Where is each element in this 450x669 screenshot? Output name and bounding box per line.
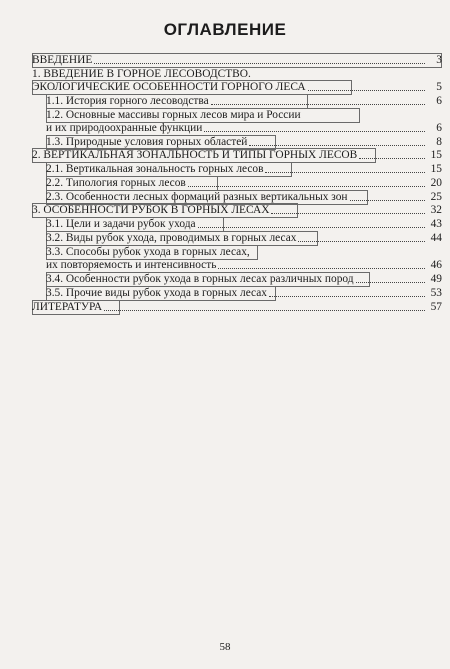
entry-title: 3.5. Прочие виды рубок ухода в горных лесах xyxy=(46,287,268,299)
entry-page: 44 xyxy=(430,232,442,244)
toc-entry[interactable] xyxy=(46,94,442,108)
entry-title: и их природоохранные функции xyxy=(46,122,203,134)
dot-leader xyxy=(188,186,425,187)
entry-title: 2.2. Типология горных лесов xyxy=(46,177,186,189)
dot-leader xyxy=(211,104,425,105)
dot-leader xyxy=(204,131,425,132)
dot-leader xyxy=(94,63,425,64)
toc-entry[interactable] xyxy=(46,245,442,259)
entry-page: 43 xyxy=(430,218,442,230)
entry-title: 3.2. Виды рубок ухода, проводимых в горных лесах xyxy=(46,232,297,244)
entry-title: 2.3. Особенности лесных формаций разных вертикальных зон xyxy=(46,191,348,203)
dot-leader xyxy=(249,145,425,146)
toc-entry[interactable] xyxy=(46,272,442,286)
toc-entry[interactable] xyxy=(46,190,442,204)
entry-title: 1. ВВЕДЕНИЕ В ГОРНОЕ ЛЕСОВОДСТВО. xyxy=(32,68,251,80)
toc-entry[interactable] xyxy=(46,121,442,135)
toc-entry[interactable] xyxy=(46,286,442,300)
entry-page: 20 xyxy=(430,177,442,189)
dot-leader xyxy=(198,227,425,228)
entry-title: 2.1. Вертикальная зональность горных лесов xyxy=(46,163,264,175)
entry-title: 2. ВЕРТИКАЛЬНАЯ ЗОНАЛЬНОСТЬ И ТИПЫ ГОРНЫХ ЛЕСОВ xyxy=(32,149,358,161)
entry-title: ВВЕДЕНИЕ xyxy=(32,54,93,66)
toc-entry[interactable] xyxy=(32,80,442,94)
entry-page: 49 xyxy=(430,273,442,285)
dot-leader xyxy=(269,296,425,297)
dot-leader xyxy=(218,268,425,269)
entry-title: 1.1. История горного лесоводства xyxy=(46,95,209,107)
toc-entry[interactable] xyxy=(46,217,442,231)
entry-page: 53 xyxy=(430,287,442,299)
toc-entry[interactable] xyxy=(46,176,442,190)
toc-entry[interactable] xyxy=(46,231,442,245)
entry-title: 3.1. Цели и задачи рубок ухода xyxy=(46,218,196,230)
entry-page: 6 xyxy=(436,122,442,134)
dot-leader xyxy=(350,200,426,201)
dot-leader xyxy=(298,241,425,242)
entry-page: 32 xyxy=(430,204,442,216)
page-number: 58 xyxy=(219,641,231,653)
entry-page: 8 xyxy=(436,136,442,148)
entry-title: 1.2. Основные массивы горных лесов мира и России xyxy=(46,109,301,121)
page-title: ОГЛАВЛЕНИЕ xyxy=(163,20,287,39)
entry-title: ЭКОЛОГИЧЕСКИЕ ОСОБЕННОСТИ ГОРНОГО ЛЕСА xyxy=(32,81,306,93)
entry-title: 3.4. Особенности рубок ухода в горных лесах различных пород xyxy=(46,273,354,285)
toc-entry[interactable] xyxy=(32,300,442,314)
toc-entry[interactable] xyxy=(46,135,442,149)
toc-entry[interactable] xyxy=(32,67,442,81)
entry-title: ЛИТЕРАТУРА xyxy=(32,301,103,313)
entry-page: 6 xyxy=(436,95,442,107)
entry-page: 15 xyxy=(430,163,442,175)
entry-title: 1.3. Природные условия горных областей xyxy=(46,136,248,148)
entry-page: 3 xyxy=(436,54,442,66)
toc-entry[interactable] xyxy=(46,108,442,122)
dot-leader xyxy=(359,158,425,159)
dot-leader xyxy=(265,172,425,173)
entry-page: 15 xyxy=(430,149,442,161)
toc-entry[interactable] xyxy=(32,53,442,67)
dot-leader xyxy=(104,310,425,311)
dot-leader xyxy=(356,282,425,283)
entry-page: 25 xyxy=(430,191,442,203)
toc-entry[interactable] xyxy=(46,162,442,176)
toc-entry[interactable] xyxy=(46,258,442,272)
dot-leader xyxy=(271,213,425,214)
entry-title: их повторяемость и интенсивность xyxy=(46,259,217,271)
entry-page: 46 xyxy=(430,259,442,271)
entry-page: 5 xyxy=(436,81,442,93)
entry-page: 57 xyxy=(430,301,442,313)
toc-entry[interactable] xyxy=(32,203,442,217)
dot-leader xyxy=(308,90,425,91)
entry-title: 3.3. Способы рубок ухода в горных лесах, xyxy=(46,246,250,258)
entry-title: 3. ОСОБЕННОСТИ РУБОК В ГОРНЫХ ЛЕСАХ xyxy=(32,204,270,216)
toc-entry[interactable] xyxy=(32,148,442,162)
